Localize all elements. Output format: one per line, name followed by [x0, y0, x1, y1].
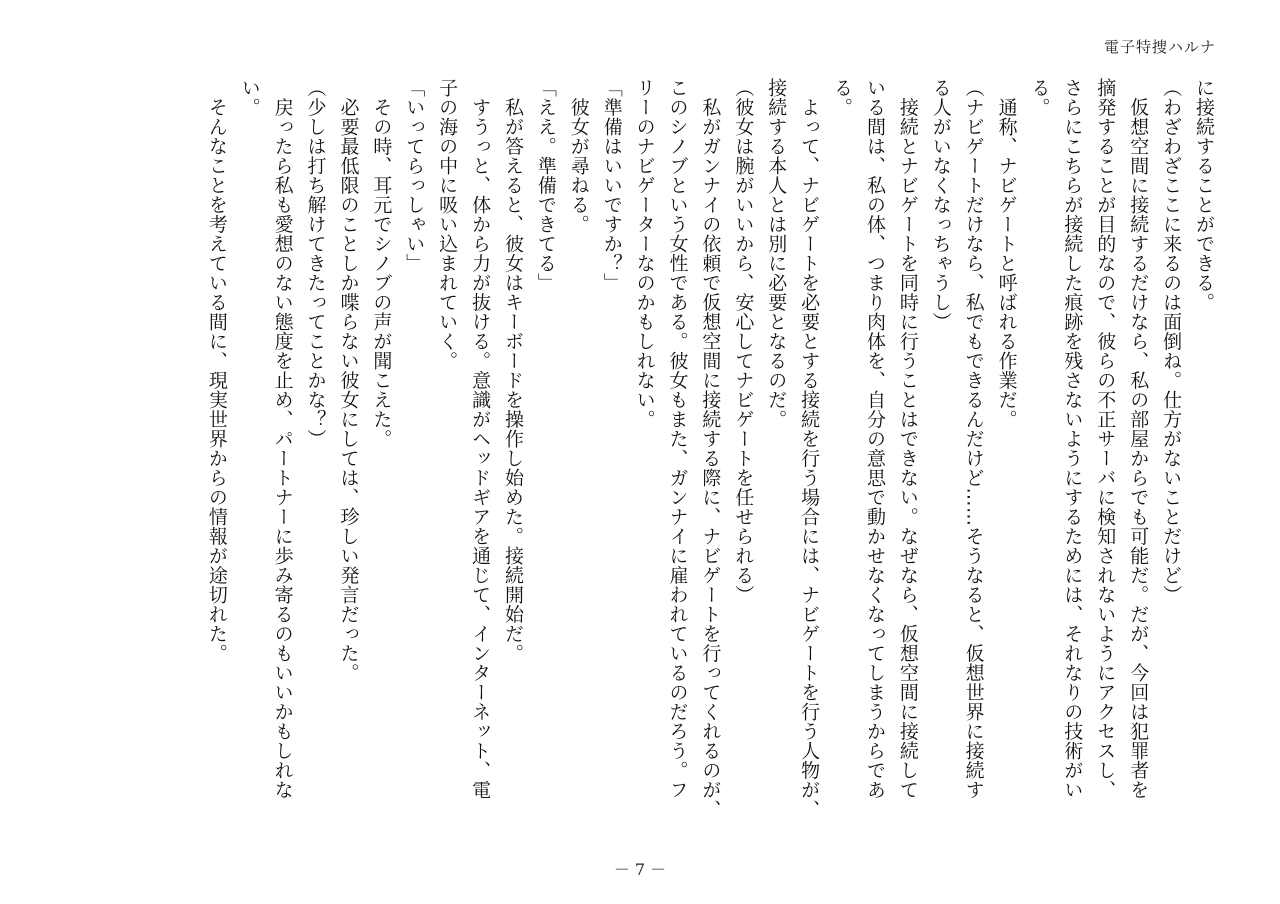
text-line: 仮想空間に接続するだけなら、私の部屋からでも可能だ。だが、今回は犯罪者を	[1127, 78, 1150, 800]
text-line: 私が答えると、彼女はキーボードを操作し始めた。接続開始だ。	[501, 78, 524, 663]
text-line: そんなことを考えている間に、現実世界からの情報が途切れた。	[205, 78, 228, 663]
text-line: る。	[831, 78, 854, 117]
page-number: － 7 －	[613, 860, 667, 879]
text-line: いる間は、私の体、つまり肉体を、自分の意思で動かせなくなってしまうからであ	[863, 78, 886, 800]
text-line: 「準備はいいですか？」	[600, 78, 623, 293]
text-line: このシノブという女性である。彼女もまた、ガンナイに雇われているのだろう。フ	[666, 78, 689, 800]
text-line: 子の海の中に吸い込まれていく。	[436, 78, 459, 371]
text-line: よって、ナビゲートを必要とする接続を行う場合には、ナビゲートを行う人物が、	[798, 78, 821, 819]
text-line: （少しは打ち解けてきたってことかな？）	[304, 78, 327, 449]
text-line: さらにこちらが接続した痕跡を残さないようにするためには、それなりの技術がい	[1061, 78, 1084, 800]
text-line: 私がガンナイの依頼で仮想空間に接続する際に、ナビゲートを行ってくれるのが、	[699, 78, 722, 819]
novel-text-body	[170, 78, 1220, 838]
text-line: 摘発することが目的なので、彼らの不正サーバに検知されないようにアクセスし、	[1094, 78, 1117, 800]
text-line: 接続する本人とは別に必要となるのだ。	[765, 78, 788, 429]
running-header: 電子特捜ハルナ	[1103, 38, 1216, 56]
text-line: い。	[238, 78, 261, 117]
text-line: すうっと、体から力が抜ける。意識がヘッドギアを通じて、インターネット、電	[469, 78, 492, 800]
text-line: 必要最低限のことしか喋らない彼女にしては、珍しい発言だった。	[337, 78, 360, 683]
text-line: 通称、ナビゲートと呼ばれる作業だ。	[995, 78, 1018, 429]
text-line: 接続とナビゲートを同時に行うことはできない。なぜなら、仮想空間に接続して	[896, 78, 919, 800]
text-line: 「ええ。準備できてる」	[534, 78, 557, 293]
text-line: 彼女が尋ねる。	[567, 78, 590, 234]
text-line: （彼女は腕がいいから、安心してナビゲートを任せられる）	[732, 78, 755, 605]
text-line: 「いってらっしゃい」	[403, 78, 426, 273]
text-line: リーのナビゲーターなのかもしれない。	[633, 78, 656, 429]
text-line: る人がいなくなっちゃうし）	[929, 78, 952, 332]
text-line: 戻ったら私も愛想のない態度を止め、パートナーに歩み寄るのもいいかもしれな	[271, 78, 294, 800]
text-line: その時、耳元でシノブの声が聞こえた。	[370, 78, 393, 449]
text-line: （わざわざここに来るのは面倒ね。仕方がないことだけど）	[1160, 78, 1183, 605]
text-line: （ナビゲートだけなら、私でもできるんだけど……そうなると、仮想世界に接続す	[962, 78, 985, 800]
text-line: る。	[1028, 78, 1051, 117]
text-line: に接続することができる。	[1193, 78, 1215, 312]
